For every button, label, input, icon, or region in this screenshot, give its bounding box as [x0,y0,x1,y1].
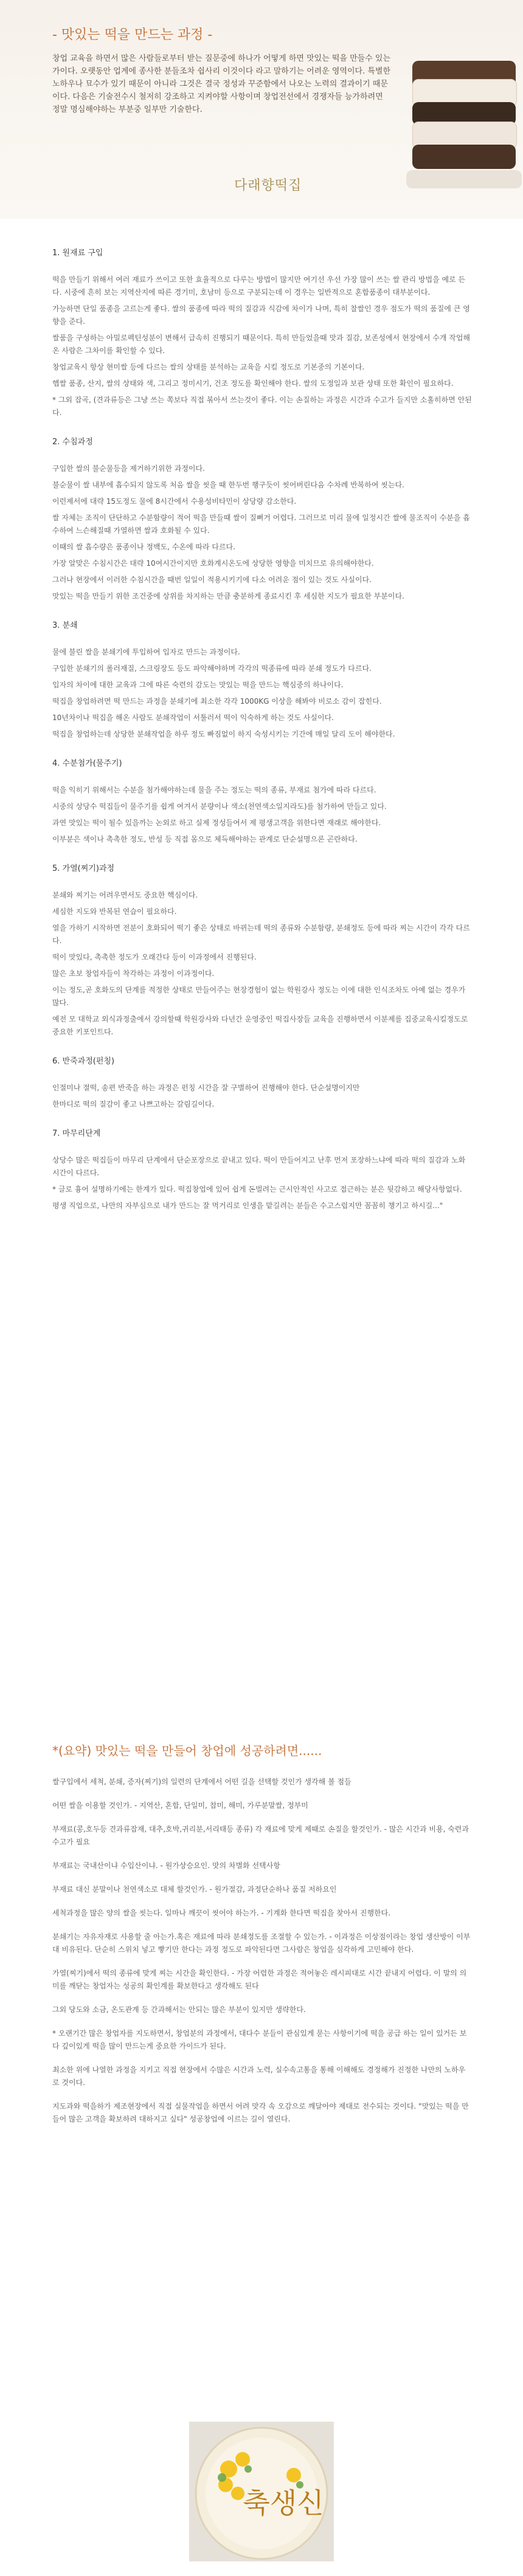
paragraph: 물에 불린 쌀을 분쇄기에 투입하여 입자로 만드는 과정이다. [52,648,240,656]
paragraph: 인절미나 절떡, 송편 반죽을 하는 과정은 펀칭 시간을 잘 구별하여 진행해야 한다. 단순설명이지만 [52,1084,360,1092]
summary-paragraph: 부재료는 국내산이냐 수입산이냐. - 원가상승요인. 맛의 차별화 선택사항 [52,1861,280,1870]
birthday-rice-cake-photo [189,2422,334,2561]
paragraph: 떡을 만들기 위해서 여러 재료가 쓰이고 또한 효율적으로 다루는 방법이 많지만 여기선 우선 가장 많이 쓰는 쌀 관리 방법을 예로 든다. 시중에 흔히 보는 지역산지에 따른 경기미, 호남미 등으로 구분되는데 이 경우는 일반적으로 혼합품종이 대부분이다. [52,275,466,297]
paragraph: 불순물이 쌀 내부에 흡수되지 않도록 처음 쌀을 씻을 때 한두번 행구듯이 씻어버린다음 수차례 반복하여 씻는다. [52,481,404,489]
paragraph: 세심한 지도와 반복된 연습이 필요하다. [52,907,177,916]
intro-text: 창업 교육을 하면서 많은 사람들로부터 받는 질문중에 하나가 어떻게 하면 맛있는 떡을 만들수 있는가이다. 오랫동안 업계에 종사한 분들조차 쉽사리 이것이다 라고 말하기는 어려운 영역이다. 특별한 노하우나 묘수가 있기 때문이 아니라 그것은 결국 정성과 꾸준함에서 나오는 노력의 결과이기 때문이다. 다음은 기술전수시 철저히 강조하고 지켜야할 사항이며 창업전선에서 경쟁자들 능가하려면 정말 명심해야하는 부분중 일부만 기술한다. [52,54,391,114]
paragraph: 떡이 맛있다, 촉촉한 정도가 오래간다 등이 이과정에서 진행된다. [52,953,257,961]
paragraph: 분쇄와 찌기는 어려우면서도 중요한 핵심이다. [52,891,198,899]
paragraph: 쌀품을 구성하는 아밀로펙틴성분이 변해서 급속히 진행되기 때문이다. 특히 만들었을때 맛과 질감, 보존성에서 현장에서 수개 작업해온 사람은 그차이를 확인할 수 있다. [52,334,471,355]
section-title: 6. 반죽과정(펀칭) [52,1057,115,1066]
paragraph: 많은 초보 창업자들이 착각하는 과정이 이과정이다. [52,969,215,978]
paragraph: 이때의 쌀 흡수량은 품종이나 정백도, 수온에 따라 다르다. [52,543,235,551]
paragraph: * 그외 잡곡, (견과류등은 그냥 쓰는 쪽보다 직접 볶아서 쓰는것이 좋다. 이는 손질하는 과정은 시간과 수고가 들지만 소홀히하면 안된다. [52,396,472,417]
summary-paragraph: 지도과와 떡을하가 제조현장에서 직접 실물작업을 하면서 어려 맛각 속 오감으로 깨달아야 제대로 전수되는 것이다. "맛있는 떡을 만들어 많은 고객을 확보하려 대하지고 싶다" 성공창업에 이르는 길이 열린다. [52,2102,469,2123]
paragraph: 맛있는 떡을 만들기 위한 조건중에 상위를 차지하는 만큼 충분하게 종료시킨 후 세심한 지도가 필요한 부분이다. [52,592,404,600]
paragraph: 떡을 익히기 위해서는 수분을 첨가해야하는데 물을 주는 정도는 떡의 종류, 부재료 첨가에 따라 다르다. [52,786,376,794]
paragraph: 가능하면 단일 품종을 고르는게 좋다. 쌀의 품종에 따라 떡의 질감과 식감에 차이가 나며, 특히 찰쌀인 경우 점도가 떡의 품질에 큰 영향을 준다. [52,304,470,326]
summary-paragraph: 어떤 쌀을 이용할 것인가. - 지역산, 혼합, 단일미, 찹미, 해미, 가루분말쌀, 정부미 [52,1801,308,1810]
summary-paragraph: 그외 당도와 소금, 온도관계 등 간과해서는 안되는 많은 부분이 있지만 생략한다. [52,2005,306,2014]
shop-logo: 다래향떡집 [234,178,302,193]
paragraph: 가장 알맞은 수침시간은 대략 10여시간이지만 호화계시온도에 상당한 영향을 미치므로 유의해야한다. [52,559,374,568]
section-title: 4. 수분첨가(물주기) [52,759,122,768]
section-title: 1. 원재료 구입 [52,249,103,258]
summary-paragraph: 쌀구입에서 세척, 분쇄, 증자(찌기)의 일련의 단계에서 어떤 길을 선택할 것인가 생각해 볼 점들 [52,1777,352,1786]
section-finishing [52,1127,472,1212]
paragraph: 쌀 자체는 조직이 단단하고 수분함량이 적어 떡을 만들때 쌀이 질뻐거 어렵다. 그러므로 미리 물에 일정시간 쌀에 물조직이 수분을 흡수하여 느슨해질때 가열하면 쌀과 호화될 수 있다. [52,513,470,535]
section-steaming [52,862,472,1039]
paragraph: 열을 가하기 시작하면 전분이 호화되어 떡기 좋은 상태로 바뀌는데 떡의 종류와 수분함량, 분쇄정도 등에 따라 찌는 시간이 각각 다르다. [52,924,470,945]
process-sections [52,246,472,1228]
paragraph: 입자의 차이에 대한 교육과 그에 따른 숙련의 감도는 맛있는 떡을 만드는 핵심중의 하나이다. [52,681,344,689]
summary-paragraph: 세척과정을 많은 양의 쌀을 씻는다. 일마나 깨끗이 씻어야 하는가. - 기계화 한다면 떡집을 찾아서 진행한다. [52,1909,391,1917]
summary-section [52,1741,472,2137]
section-title: 3. 분쇄 [52,621,78,630]
paragraph: * 글로 흉어 설명하기에는 한계가 있다. 떡집창업에 있어 쉽게 돈벌려는 근시안적인 사고로 접근하는 분은 뒷감하고 해당사항없다. [52,1185,462,1194]
section-grinding [52,619,472,741]
summary-paragraph: 부재료 대신 분말이나 천연색소로 대체 할것인가. - 원가절감, 과정단순하나 품질 저하요인 [52,1885,337,1894]
summary-heading: *(요약) 맛있는 떡을 만들어 창업에 성공하려면...... [52,1743,322,1758]
summary-paragraph: * 오랜기간 많은 창업자를 지도하면서, 창업분의 과정에서, 대다수 분들이 관심있게 묻는 사항이기에 떡을 공급 하는 일이 있거든 보다 깊이있게 떡을 많이 만드는게 중요한 가이드가 된다. [52,2029,467,2050]
paragraph: 창업교육시 항상 현미쌀 등에 다르는 쌀의 상태를 분석하는 교육을 시킬 정도로 기본중의 기본이다. [52,363,365,371]
header-banner [0,0,523,219]
paragraph: 떡집을 창업하려면 떡 만드는 과정을 분쇄기에 최소한 각각 1000KG 이상을 해봐야 비로소 감이 잡힌다. [52,697,382,706]
section-title: 2. 수침과정 [52,438,93,447]
section-title: 7. 마무리단계 [52,1129,101,1138]
section-kneading [52,1054,472,1111]
paragraph: 햅쌀 품종, 산지, 쌀의 상태와 색, 그리고 정미시기, 건조 정도를 확인해야 한다. 쌀의 도정일과 보관 상태 또한 확인이 필요하다. [52,379,454,388]
section-title: 5. 가열(찌기)과정 [52,864,115,873]
paragraph: 그러나 현장에서 이러한 수침시간을 때번 일일이 적용시키기에 다소 어려운 점이 있는 것도 사실이다. [52,575,372,584]
paragraph: 평생 직업으로, 나만의 자부심으로 내가 만드는 잘 먹거리로 인생을 맡길려는 분들은 수고스럽지만 꼼꼼히 챙기고 하시길..." [52,1201,443,1210]
paragraph: 시중의 상당수 떡집들이 물주기를 쉽게 여겨서 분량이나 색소(천연색소일지라도)를 첨가하여 만들고 있다. [52,802,387,811]
summary-paragraph: 최소한 위에 나열한 과정을 지키고 직접 현장에서 수많은 시간과 노력, 실수속고통을 통해 이해해도 경정해가 진정한 나만의 노하우로 것이다. [52,2066,466,2087]
cake-text: 축생신 [243,2487,324,2519]
summary-paragraph: 분쇄기는 자유자재로 사용할 줄 아는가.혹은 재료에 따라 분쇄정도를 조절할 수 있는가. - 이과정은 이상점이라는 창업 생산방이 이부대 비유된다. 단순히 스위치 넣고 빻기만 한다는 과정 정도로 파악된다면 그사람은 창업을 심각하게 고민해야 한다. [52,1932,471,1954]
paragraph: 이는 정도,곧 호화도의 단계를 적정한 상태로 만들어주는 현장경험이 없는 학원강사 정도는 이에 대한 인식조차도 아예 없는 경우가 많다. [52,986,466,1007]
paragraph: 10년차이나 떡집을 해온 사람도 분쇄작업이 서툴러서 떡이 익숙하게 하는 것도 사실이다. [52,713,334,722]
paragraph: 한마디로 떡의 질감이 좋고 나쁘고하는 갈림길이다. [52,1100,215,1108]
paragraph: 과연 맛있는 떡이 될수 있을까는 논외로 하고 실제 정성들여서 제 평생고객을 위한다면 재래로 해야한다. [52,819,381,827]
paragraph: 구입한 분쇄기의 롤러재질, 스크링장도 등도 파악해야하며 각각의 떡종류에 따라 분쇄 정도가 다르다. [52,664,372,673]
section-soaking [52,435,472,603]
summary-paragraph: 가열(찌기)에서 떡의 종류에 맞게 찌는 시간을 확인한다. - 가장 어렵한 과정은 적어놓은 레시피대로 시간 끝내지 어렵다. 이 말의 의미를 깨닫는 창업자는 성공의 확인계를 확보한다고 생각해도 된다 [52,1969,467,1990]
paragraph: 이런제서에 대략 15도정도 물에 8시간에서 수용성비타민이 상당량 감소한다. [52,497,297,506]
paragraph: 예전 모 대학교 외식과정출에서 강의할때 학원강사와 다년간 운영중인 떡집사장들 교육을 진행하면서 이분제를 집중교육시킬정도로 중요한 키포인트다. [52,1015,468,1036]
page-title: - 맛있는 떡을 만드는 과정 - [52,27,213,43]
paragraph: 이부분은 색이나 촉촉한 정도, 반성 등 직접 몸으로 체득해야하는 관계로 단순설명으론 곤란하다. [52,835,358,843]
section-adding-water [52,757,472,846]
section-raw-materials [52,246,472,419]
paragraph: 떡집을 창업하는데 상당한 분쇄작업을 하루 정도 빠짐없이 하지 숙성시키는 기간에 매일 달리 도이 해야한다. [52,730,395,738]
paragraph: 구입한 쌀의 불순물등을 제거하기위한 과정이다. [52,464,205,473]
rice-cake-illustration [406,36,522,194]
summary-paragraph: 부재료(콩,호두등 견과류잡재, 대추,호박,귀리분,서리태등 종류) 각 재료에 맞게 제때로 손질을 할것인가. - 많은 시간과 비용, 숙련과 수고가 필요 [52,1825,469,1846]
paragraph: 상당수 많은 떡집들이 마무리 단계에서 단순포장으로 끝내고 있다. 떡이 만들어지고 난후 먼저 포장하느냐에 따라 떡의 질감과 노화시간이 다르다. [52,1156,466,1177]
